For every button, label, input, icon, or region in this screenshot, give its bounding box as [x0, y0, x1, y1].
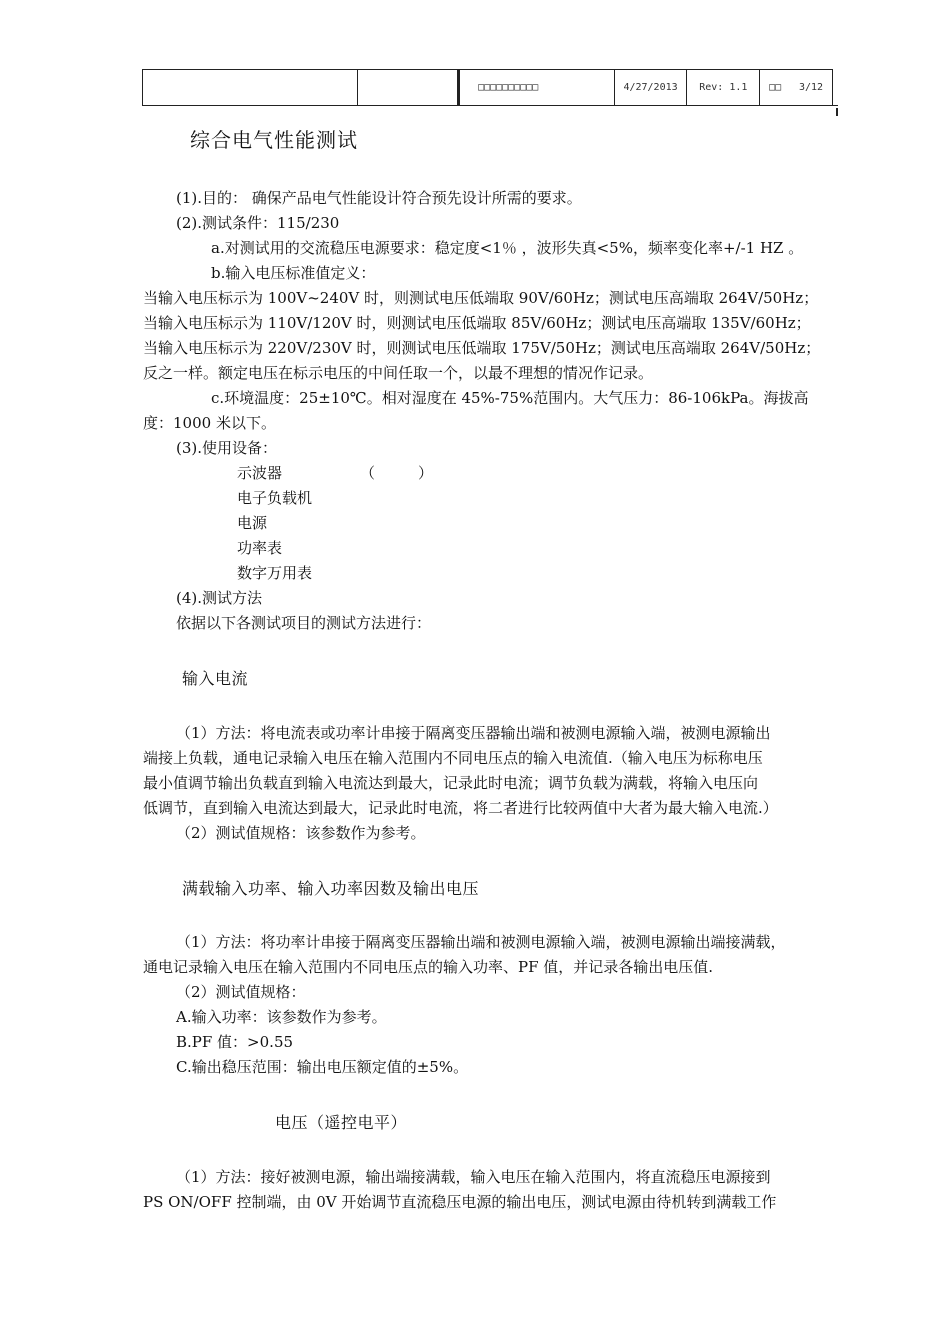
remote-level-line: PS ON/OFF 控制端，由 0V 开始调节直流稳压电源的输出电压，测试电源由待机转到满载工作 — [143, 1193, 777, 1211]
condition-b: b.输入电压标准值定义： — [211, 264, 376, 282]
equipment-item: 数字万用表 — [237, 564, 313, 582]
header-page-number: 3/12 — [798, 82, 824, 93]
header-revision: Rev: 1.1 — [687, 70, 760, 105]
equipment-paren-close: ） — [418, 464, 434, 482]
header-cell-blank — [143, 70, 358, 105]
header-doc-name: □□□□□□□□□□ — [458, 70, 615, 105]
input-current-spec: （2）测试值规格：该参数作为参考。 — [176, 824, 426, 842]
input-current-line: 低调节，直到输入电流达到最大，记录此时电流，将二者进行比较两值中大者为最大输入电流.） — [143, 799, 778, 817]
input-power-spec-label: （2）测试值规格： — [176, 983, 306, 1001]
page-title: 综合电气性能测试 — [190, 128, 358, 152]
condition-c-line1: c.环境温度：25±10℃。相对湿度在 45%-75%范围内。大气压力：86-106kPa。海拔高 — [211, 389, 809, 407]
equipment-item: 电子负载机 — [237, 489, 313, 507]
section-heading-input-current: 输入电流 — [182, 669, 249, 688]
section-heading-remote-level: 电压（遥控电平） — [275, 1113, 408, 1132]
input-power-spec-a: A.输入功率：该参数作为参考。 — [176, 1008, 387, 1026]
condition-c-line2: 度：1000 米以下。 — [143, 414, 276, 432]
header-table — [142, 69, 833, 106]
voltage-rule-3: 当输入电压标示为 220V/230V 时，则测试电压低端取 175V/50Hz；测试电压高端取 264V/50Hz； — [143, 339, 821, 357]
equipment-item: 功率表 — [237, 539, 283, 557]
equipment-label: (3).使用设备： — [176, 439, 278, 457]
voltage-rule-2: 当输入电压标示为 110V/120V 时，则测试电压低端取 85V/60Hz；测试电压高端取 135V/60Hz； — [143, 314, 811, 332]
input-power-line: 通电记录输入电压在输入范围内不同电压点的输入功率、PF 值，并记录各输出电压值. — [143, 958, 714, 976]
header-mark — [836, 108, 838, 116]
header-page-cell — [760, 70, 832, 105]
input-power-spec-b: B.PF 值：>0.55 — [176, 1033, 294, 1051]
header-cell-blank — [358, 70, 458, 105]
header-page-label: □□ — [769, 82, 782, 93]
remote-level-line: （1）方法：接好被测电源，输出端接满载，输入电压在输入范围内，将直流稳压电源接到 — [176, 1168, 771, 1186]
condition-a: a.对测试用的交流稳压电源要求：稳定度<1％ ，波形失真<5%，频率变化率+/-1 HZ 。 — [211, 239, 804, 257]
input-power-line: （1）方法：将功率计串接于隔离变压器输出端和被测电源输入端，被测电源输出端接满载， — [176, 933, 786, 951]
input-current-line: 最小值调节输出负载直到输入电流达到最大，记录此时电流；调节负载为满载，将输入电压向 — [143, 774, 759, 792]
voltage-rule-4: 反之一样。额定电压在标示电压的中间任取一个，以最不理想的情况作记录。 — [143, 364, 654, 382]
header-date: 4/27/2013 — [615, 70, 688, 105]
input-current-line: （1）方法：将电流表或功率计串接于隔离变压器输出端和被测电源输入端，被测电源输出 — [176, 724, 771, 742]
voltage-rule-1: 当输入电压标示为 100V~240V 时，则测试电压低端取 90V/60Hz；测试电压高端取 264V/50Hz； — [143, 289, 819, 307]
method-label: (4).测试方法 — [176, 589, 263, 607]
purpose-line: (1).目的： 确保产品电气性能设计符合预先设计所需的要求。 — [176, 189, 582, 207]
input-current-line: 端接上负载，通电记录输入电压在输入范围内不同电压点的输入电流值.（输入电压为标称电压 — [143, 749, 763, 767]
equipment-item: 示波器 — [237, 464, 283, 482]
equipment-item: 电源 — [237, 514, 268, 532]
input-power-spec-c: C.输出稳压范围：输出电压额定值的±5%。 — [176, 1058, 469, 1076]
section-heading-input-power: 满载输入功率、输入功率因数及输出电压 — [182, 879, 480, 898]
equipment-paren-open: （ — [360, 464, 376, 482]
conditions-line: (2).测试条件：115/230 — [176, 214, 340, 232]
method-text: 依据以下各测试项目的测试方法进行： — [176, 614, 432, 632]
